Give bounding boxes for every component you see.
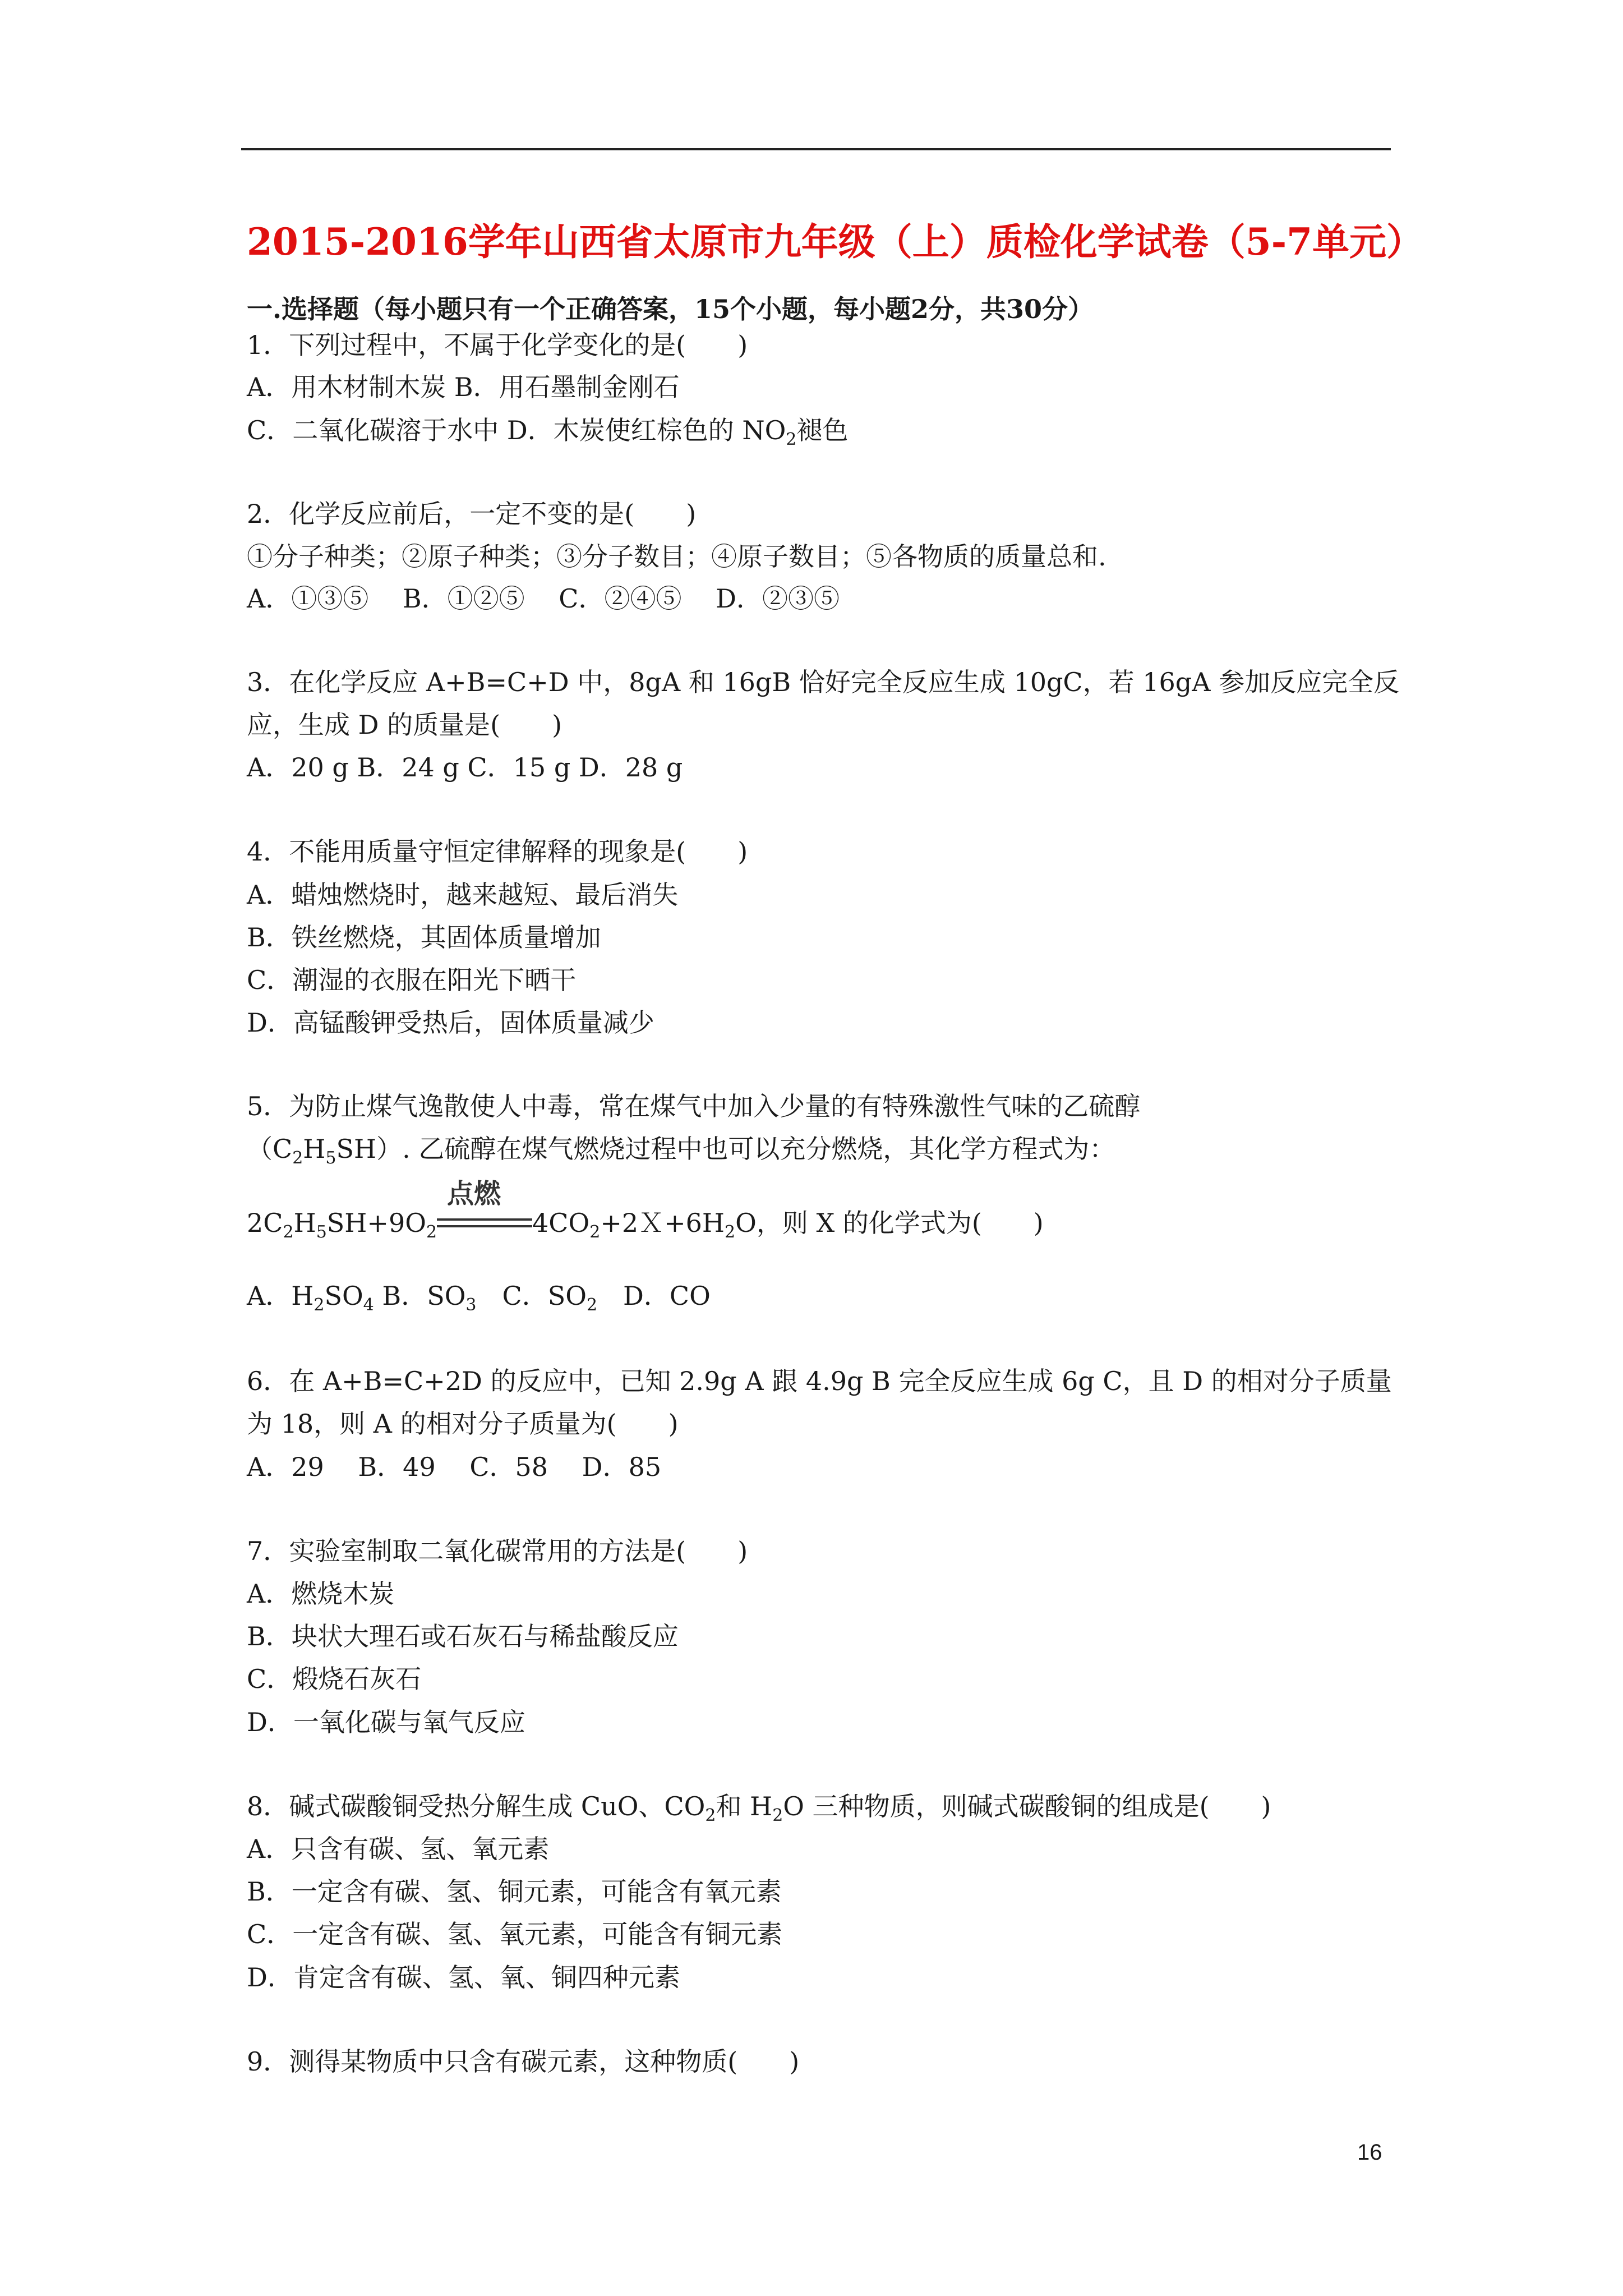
q1-options-ab: A．用木材制木炭 B．用石墨制金刚石: [247, 372, 680, 402]
q6-stem-line2: 为 18，则 A 的相对分子质量为( ): [247, 1409, 679, 1439]
q4-stem: 4．不能用质量守恒定律解释的现象是( ): [247, 836, 748, 867]
q6-options: A．29 B．49 C．58 D．85: [247, 1452, 662, 1482]
page-number: 16: [1357, 2140, 1382, 2165]
q5-options: A．$H_2SO_4$ B．$SO_3$ C．$SO_2$ D．CO: [247, 1281, 711, 1315]
reaction-arrow: [437, 1178, 532, 1240]
q7-stem: 7．实验室制取二氧化碳常用的方法是( ): [247, 1536, 748, 1566]
q4-option-a: A．蜡烛燃烧时，越来越短、最后消失: [247, 880, 679, 910]
q7-option-d: D．一氧化碳与氧气反应: [247, 1707, 525, 1737]
q8-option-c: C．一定含有碳、氢、氧元素，可能含有铜元素: [247, 1919, 783, 1949]
q2-items: ①分子种类；②原子种类；③分子数目；④原子数目；⑤各物质的质量总和.: [247, 541, 1106, 572]
q8-option-d: D．肯定含有碳、氢、氧、铜四种元素: [247, 1962, 680, 1993]
q8-stem: 8．碱式碳酸铜受热分解生成 CuO、$CO_2$和 $H_2O$ 三种物质，则碱式碳酸铜的组成是( ): [247, 1791, 1271, 1825]
q1-stem: 1．下列过程中，不属于化学变化的是( ): [247, 330, 748, 360]
q8-option-a: A．只含有碳、氢、氧元素: [247, 1834, 550, 1864]
q7-option-b: B．块状大理石或石灰石与稀盐酸反应: [247, 1621, 679, 1651]
page-title: 2015-2016学年山西省太原市九年级（上）质检化学试卷（5-7单元）: [247, 220, 1424, 264]
q9-stem: 9．测得某物质中只含有碳元素，这种物质( ): [247, 2046, 800, 2077]
q7-option-a: A．燃烧木炭: [247, 1579, 395, 1609]
q3-options: A．20 g B．24 g C．15 g D．28 g: [247, 752, 683, 783]
q5-stem-line1: 5．为防止煤气逸散使人中毒，常在煤气中加入少量的有特殊激性气味的乙硫醇: [247, 1091, 1141, 1121]
q4-option-b: B．铁丝燃烧，其固体质量增加: [247, 922, 601, 953]
q1-options-cd: C．二氧化碳溶于水中 D．木炭使红棕色的 $NO_2$褪色: [247, 415, 849, 449]
q8-option-b: B．一定含有碳、氢、铜元素，可能含有氧元素: [247, 1876, 782, 1907]
q3-stem-line1: 3．在化学反应 A+B=C+D 中，8gA 和 16gB 恰好完全反应生成 10gC，若 16gA 参加反应完全反: [247, 667, 1400, 697]
q3-stem-line2: 应，生成 D 的质量是( ): [247, 710, 562, 740]
q7-option-c: C．煅烧石灰石: [247, 1664, 422, 1694]
q5-equation: $2C_2H_5SH+9O_2$ 点燃 $4CO_2+2X+6H_2O$，则 X 的化学式为( ): [247, 1178, 1044, 1242]
reaction-condition: 点燃: [447, 1178, 501, 1209]
q6-stem-line1: 6．在 A+B=C+2D 的反应中，已知 2.9g A 跟 4.9g B 完全反应生成 6g C，且 D 的相对分子质量: [247, 1366, 1392, 1396]
q4-option-c: C．潮湿的衣服在阳光下晒干: [247, 965, 577, 995]
section-heading: 一.选择题（每小题只有一个正确答案，15个小题，每小题2分，共30分）: [247, 294, 1094, 324]
header-rule: [241, 148, 1391, 150]
q2-options: A．①③⑤ B．①②⑤ C．②④⑤ D．②③⑤: [247, 583, 840, 614]
q5-stem-line2: $(C_2H_5SH)$. 乙硫醇在煤气燃烧过程中也可以充分燃烧，其化学方程式为：: [247, 1134, 1115, 1168]
q2-stem: 2．化学反应前后，一定不变的是( ): [247, 499, 697, 529]
q4-option-d: D．高锰酸钾受热后，固体质量减少: [247, 1007, 654, 1038]
